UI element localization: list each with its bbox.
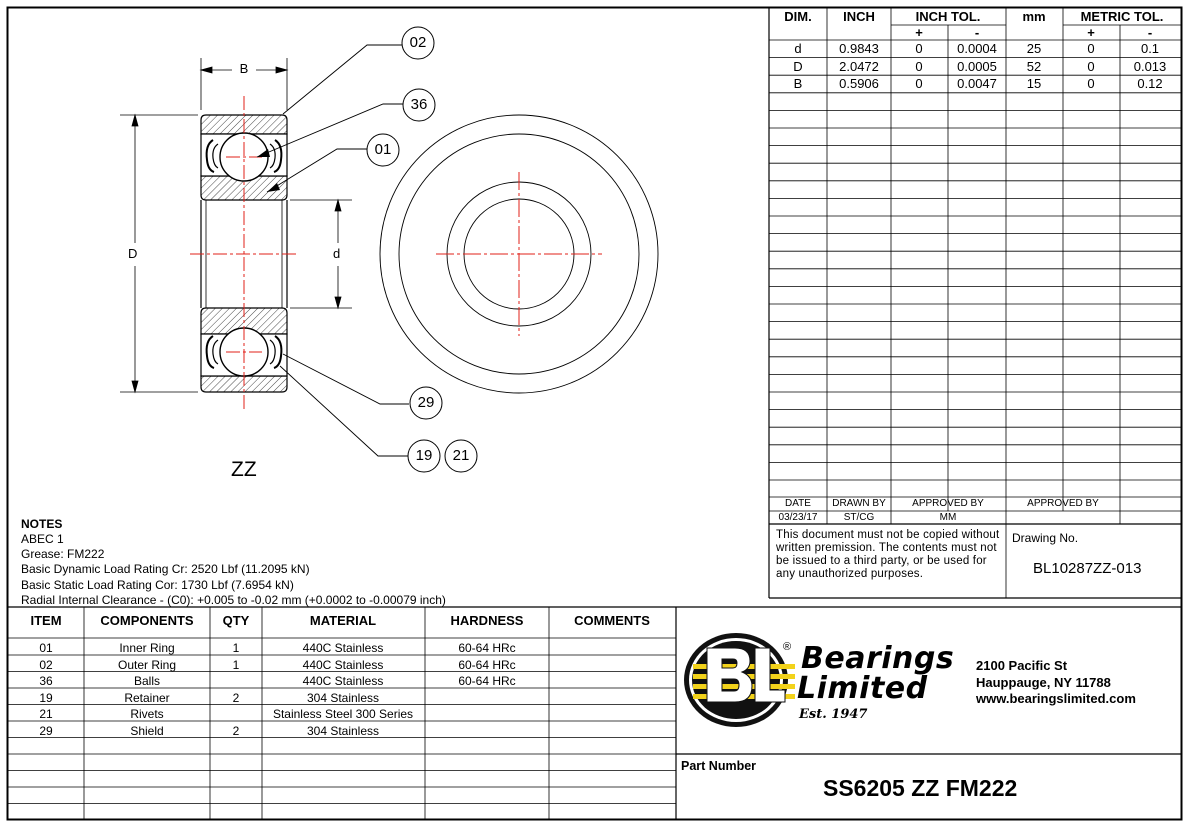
dim-label-d: d	[333, 246, 341, 261]
material-header: MATERIAL	[309, 613, 377, 628]
dim-cell-mm: 15	[1026, 76, 1042, 92]
component-cell-material: 440C Stainless	[302, 674, 384, 688]
component-cell-hardness: 60-64 HRc	[458, 674, 516, 688]
established-text: Est. 1947	[799, 707, 868, 722]
dim-header: DIM.	[784, 9, 812, 24]
balloon-02: 02	[409, 34, 427, 51]
approved-by-label: APPROVED BY	[912, 498, 984, 509]
dimension-table-rows	[769, 58, 1181, 497]
component-cell-component: Retainer	[124, 690, 170, 705]
dim-cell-metric_plus: 0	[1087, 41, 1095, 56]
item-header: ITEM	[30, 613, 62, 628]
component-cell-item: 21	[39, 707, 53, 721]
dim-cell-inch: 0.5906	[839, 76, 879, 92]
dim-cell-dim: D	[793, 58, 803, 74]
component-cell-material: 440C Stainless	[302, 657, 384, 672]
component-cell-qty: 1	[232, 641, 240, 655]
disclaimer-text: This document must not be copied without written premission. The contents must not be issued to a third party, or be used for any unauthorized purposes.	[776, 529, 1000, 580]
dim-label-D: D	[128, 246, 138, 261]
component-cell-material: Stainless Steel 300 Series	[272, 707, 414, 721]
dim-cell-inch: 0.9843	[839, 41, 879, 56]
dim-cell-metric_minus: 0.013	[1133, 58, 1167, 74]
drawn-by-value: ST/CG	[843, 512, 875, 523]
inch-tol-minus: -	[974, 25, 980, 40]
component-cell-item: 19	[39, 690, 53, 705]
note-line-2: Grease: FM222	[21, 547, 105, 561]
component-cell-qty: 1	[232, 657, 240, 672]
inch-header: INCH	[843, 9, 875, 24]
date-label: DATE	[785, 498, 811, 509]
balloon-36: 36	[410, 96, 428, 113]
dim-cell-inch_plus: 0	[915, 41, 923, 56]
dim-cell-inch_minus: 0.0047	[957, 76, 997, 92]
company-name-line1: Bearings	[801, 641, 955, 676]
registered-mark: ®	[783, 641, 792, 653]
component-cell-hardness: 60-64 HRc	[458, 657, 516, 672]
comments-header: COMMENTS	[574, 613, 650, 628]
inch-tol-plus: +	[915, 25, 923, 40]
approved-by-label-2: APPROVED BY	[1027, 498, 1099, 509]
qty-header: QTY	[222, 613, 250, 628]
component-cell-component: Inner Ring	[119, 641, 175, 655]
component-cell-item: 02	[39, 657, 53, 672]
component-cell-material: 304 Stainless	[306, 690, 380, 705]
mm-header: mm	[1022, 9, 1046, 24]
dim-cell-inch_minus: 0.0004	[957, 41, 997, 56]
component-cell-hardness: 60-64 HRc	[458, 641, 516, 655]
dim-cell-metric_plus: 0	[1087, 76, 1095, 92]
component-cell-item: 01	[39, 641, 53, 655]
dim-cell-inch: 2.0472	[839, 58, 879, 74]
dim-cell-mm: 25	[1026, 41, 1042, 56]
dim-cell-metric_plus: 0	[1087, 58, 1095, 74]
metric-tol-plus: +	[1087, 25, 1095, 40]
dim-cell-dim: d	[794, 41, 802, 56]
note-line-5: Radial Internal Clearance - (C0): +0.005 to -0.02 mm (+0.0002 to -0.00079 inch)	[21, 593, 446, 607]
dim-cell-inch_plus: 0	[915, 76, 923, 92]
logo-letters	[760, 668, 761, 682]
balloon-29: 29	[417, 394, 435, 411]
date-value: 03/23/17	[778, 512, 818, 523]
note-line-1: ABEC 1	[21, 532, 64, 546]
approved-by-value: MM	[939, 512, 957, 523]
component-cell-qty: 2	[232, 690, 240, 705]
part-number-value: SS6205 ZZ FM222	[823, 775, 1018, 801]
hardness-header: HARDNESS	[450, 613, 524, 628]
company-logo	[684, 633, 795, 727]
address-line-1: 2100 Pacific St	[976, 658, 1068, 673]
variant-label: ZZ	[231, 458, 257, 481]
component-cell-component: Rivets	[130, 707, 164, 721]
company-name-line2: Limited	[797, 671, 928, 706]
drawing-no-label: Drawing No.	[1012, 531, 1079, 545]
front-centerlines	[436, 172, 602, 336]
note-line-3: Basic Dynamic Load Rating Cr: 2520 Lbf (11.2095 kN)	[21, 562, 310, 576]
balloon-21: 21	[452, 447, 470, 464]
part-number-label: Part Number	[681, 759, 757, 773]
notes-title: NOTES	[21, 517, 63, 531]
drawn-by-label: DRAWN BY	[832, 498, 886, 509]
drawing-no-value: BL10287ZZ-013	[1033, 560, 1142, 577]
component-cell-qty: 2	[232, 723, 240, 738]
component-cell-component: Shield	[130, 723, 164, 738]
component-cell-material: 440C Stainless	[302, 641, 384, 655]
note-line-4: Basic Static Load Rating Cor: 1730 Lbf (7.6954 kN)	[21, 578, 294, 592]
components-header: COMPONENTS	[100, 613, 194, 628]
dim-cell-dim: B	[793, 76, 803, 92]
metric-tol-header: METRIC TOL.	[1080, 9, 1164, 24]
dim-cell-metric_minus: 0.1	[1140, 41, 1160, 56]
balloon-19: 19	[415, 447, 433, 464]
component-cell-item: 29	[39, 723, 53, 738]
dim-cell-metric_minus: 0.12	[1137, 76, 1163, 92]
metric-tol-minus: -	[1147, 25, 1153, 40]
dim-cell-inch_minus: 0.0005	[957, 58, 997, 74]
dim-cell-inch_plus: 0	[915, 58, 923, 74]
component-cell-component: Balls	[133, 674, 161, 688]
company-website: www.bearingslimited.com	[976, 691, 1136, 706]
component-cell-component: Outer Ring	[117, 657, 177, 672]
component-cell-item: 36	[39, 674, 53, 688]
address-line-2: Hauppauge, NY 11788	[976, 675, 1111, 690]
component-cell-material: 304 Stainless	[306, 723, 380, 738]
balloon-01: 01	[374, 141, 392, 158]
inch-tol-header: INCH TOL.	[915, 9, 981, 24]
dim-cell-mm: 52	[1026, 58, 1042, 74]
